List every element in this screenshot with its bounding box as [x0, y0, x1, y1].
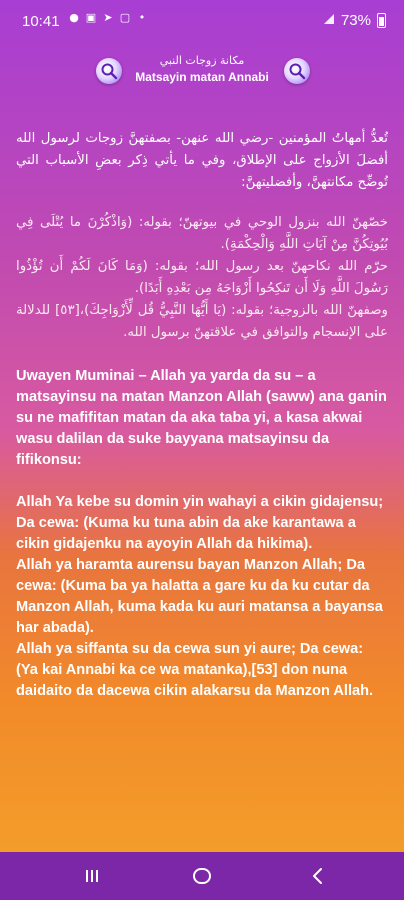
- signal-icon: [323, 12, 335, 29]
- arabic-point: حرّم الله نكاحهنّ بعد رسول الله؛ بقوله: (وَمَا كَانَ لَكُمْ أَن تُؤْذُوا رَسُولَ اللَّهِ وَلَا أَن تَنكِحُوا أَزْوَاجَهُ مِن بَعْدِهِ أَبَدًا).: [16, 259, 388, 296]
- app-title-arabic: مكانة زوجات النبي: [159, 54, 245, 67]
- arabic-points: [16, 212, 388, 344]
- search-zoom-icon[interactable]: [284, 58, 310, 84]
- english-point: Allah Ya kebe su domin yin wahayi a cikin gidajensu; Da cewa: (Kuma ku tuna abin da ake karantawa a cikin gidajenku na ayoyin Allah da hikima).: [16, 494, 384, 552]
- battery-icon: [377, 13, 386, 28]
- status-right: [323, 12, 386, 29]
- more-dot-icon: •: [138, 11, 146, 24]
- system-nav-bar: [0, 852, 404, 900]
- app-title-english: Matsayin matan Annabi: [135, 70, 269, 84]
- battery-percent: 73%: [340, 12, 371, 29]
- recents-icon[interactable]: [80, 864, 104, 888]
- article-content: [16, 110, 388, 702]
- cast-icon: ▣: [85, 11, 97, 24]
- english-intro: Uwayen Muminai – Allah ya yarda da su – a matsayinsu na matan Manzon Allah (saww) ana ganin su ne mafifitan matan da aka taba yi, a kasa akwai wasu dalilan da suke bayyana matsayinsu da fifikonsu:: [16, 368, 387, 468]
- status-time: 10:41: [22, 13, 60, 30]
- arabic-point: خصّهنّ الله بنزول الوحي في بيوتهنّ؛ بقوله: (وَاذْكُرْنَ ما يُتْلَى فِي بُيُوتِكُنَّ مِنْ آيَاتِ اللَّهِ وَالْحِكْمَةِ).: [16, 215, 388, 252]
- english-point: Allah ya siffanta su da cewa sun yi aure; Da cewa: (Ya kai Annabi ka ce wa matanka),[53] don nuna daidaito da dacewa cikin alakarsu da Manzon Allah.: [16, 641, 374, 699]
- home-icon[interactable]: [190, 864, 214, 888]
- app-header: [0, 48, 404, 98]
- arabic-intro: تُعدُّ أمهاتُ المؤمنين -رضي الله عنهن- بصفتهنَّ زوجات لرسول الله أفضلَ الأزواج على الإطلاق، وفي ما يأتي ذِكر بعضِ الأسباب التي تُوضِّح مكانتهنَّ، وأفضليتهنَّ:: [16, 131, 388, 190]
- english-point: Allah ya haramta aurensu bayan Manzon Allah; Da cewa: (Kuma ba ya halatta a gare ku da ku cutar da Manzon Allah, kuma kada ku auri matansa a bayansa har abada).: [16, 557, 383, 636]
- app-notification-icon: ▢: [119, 11, 131, 24]
- telegram-icon: ➤: [103, 11, 113, 24]
- arabic-point: وصفهنّ الله بالزوجية؛ بقوله: (يَا أَيُّهَا النَّبِيُّ قُل لِّأَزْوَاجِكَ)،[٥٣] للدلالة على الإنسجام والتوافق في علاقتهنّ برسول الله.: [16, 303, 388, 340]
- back-icon[interactable]: [306, 864, 330, 888]
- english-points: [16, 492, 388, 702]
- notification-dot-icon: ●: [69, 11, 79, 24]
- status-bar: [0, 0, 404, 44]
- notification-icons: [68, 12, 148, 24]
